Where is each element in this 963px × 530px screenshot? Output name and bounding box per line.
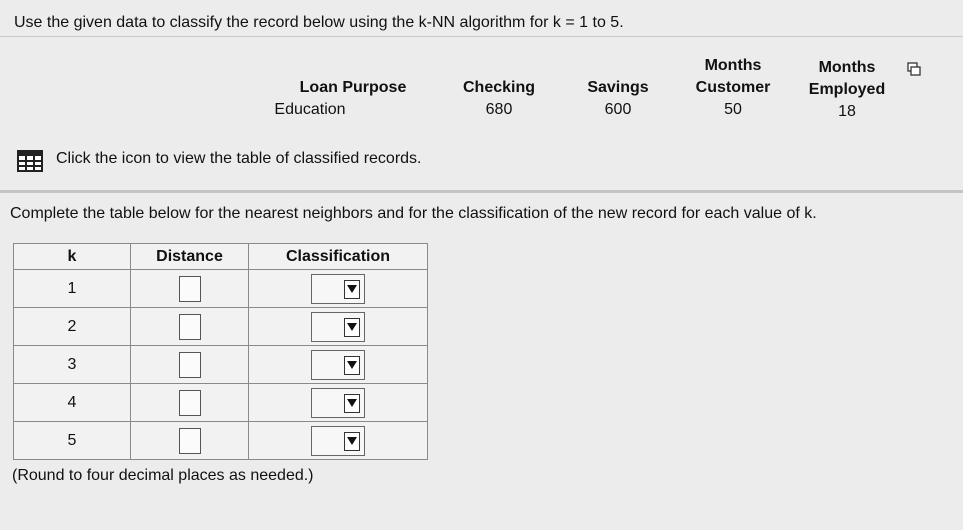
record-header-savings: Savings bbox=[587, 79, 649, 96]
classification-select-k1[interactable] bbox=[311, 274, 365, 304]
record-header-months-employed: Months Employed bbox=[808, 59, 886, 98]
k-value: 5 bbox=[14, 422, 131, 460]
classification-select-k5[interactable] bbox=[311, 426, 365, 456]
nearest-neighbor-table bbox=[13, 243, 428, 460]
k-value: 1 bbox=[14, 270, 131, 308]
section-divider bbox=[0, 190, 963, 193]
instruction-text: Use the given data to classify the record below using the k-NN algorithm for k = 1 to 5. bbox=[14, 14, 624, 31]
view-table-link-text: Click the icon to view the table of classified records. bbox=[56, 150, 422, 167]
record-value-months-employed: 18 bbox=[838, 103, 856, 120]
distance-input-k2[interactable] bbox=[179, 314, 201, 340]
distance-input-k3[interactable] bbox=[179, 352, 201, 378]
header-k: k bbox=[14, 244, 131, 270]
distance-input-k5[interactable] bbox=[179, 428, 201, 454]
k-value: 2 bbox=[14, 308, 131, 346]
record-header-months-customer: Months Customer bbox=[695, 57, 771, 96]
table-header-row bbox=[14, 244, 428, 270]
chevron-down-icon[interactable] bbox=[344, 356, 360, 375]
complete-instruction: Complete the table below for the nearest neighbors and for the classification of the new record for each value of k. bbox=[10, 205, 817, 222]
classification-select-k2[interactable] bbox=[311, 312, 365, 342]
k-value: 4 bbox=[14, 384, 131, 422]
chevron-down-icon[interactable] bbox=[344, 394, 360, 413]
table-row bbox=[14, 384, 428, 422]
header-distance: Distance bbox=[131, 244, 249, 270]
record-value-checking: 680 bbox=[485, 101, 513, 118]
record-value-savings: 600 bbox=[604, 101, 632, 118]
classification-select-k3[interactable] bbox=[311, 350, 365, 380]
record-header-checking: Checking bbox=[462, 79, 535, 96]
table-row bbox=[14, 270, 428, 308]
record-header-loan-purpose: Loan Purpose bbox=[299, 79, 407, 96]
distance-input-k4[interactable] bbox=[179, 390, 201, 416]
header-classification: Classification bbox=[249, 244, 428, 270]
classification-select-k4[interactable] bbox=[311, 388, 365, 418]
chevron-down-icon[interactable] bbox=[344, 318, 360, 337]
table-row bbox=[14, 308, 428, 346]
top-divider bbox=[0, 36, 963, 37]
table-grid-icon[interactable] bbox=[17, 150, 43, 172]
copy-icon[interactable] bbox=[907, 62, 921, 76]
chevron-down-icon[interactable] bbox=[344, 280, 360, 299]
table-row bbox=[14, 422, 428, 460]
rounding-note: (Round to four decimal places as needed.) bbox=[12, 467, 314, 484]
k-value: 3 bbox=[14, 346, 131, 384]
record-value-months-customer: 50 bbox=[724, 101, 742, 118]
distance-input-k1[interactable] bbox=[179, 276, 201, 302]
record-value-loan-purpose: Education bbox=[274, 101, 346, 118]
chevron-down-icon[interactable] bbox=[344, 432, 360, 451]
table-row bbox=[14, 346, 428, 384]
